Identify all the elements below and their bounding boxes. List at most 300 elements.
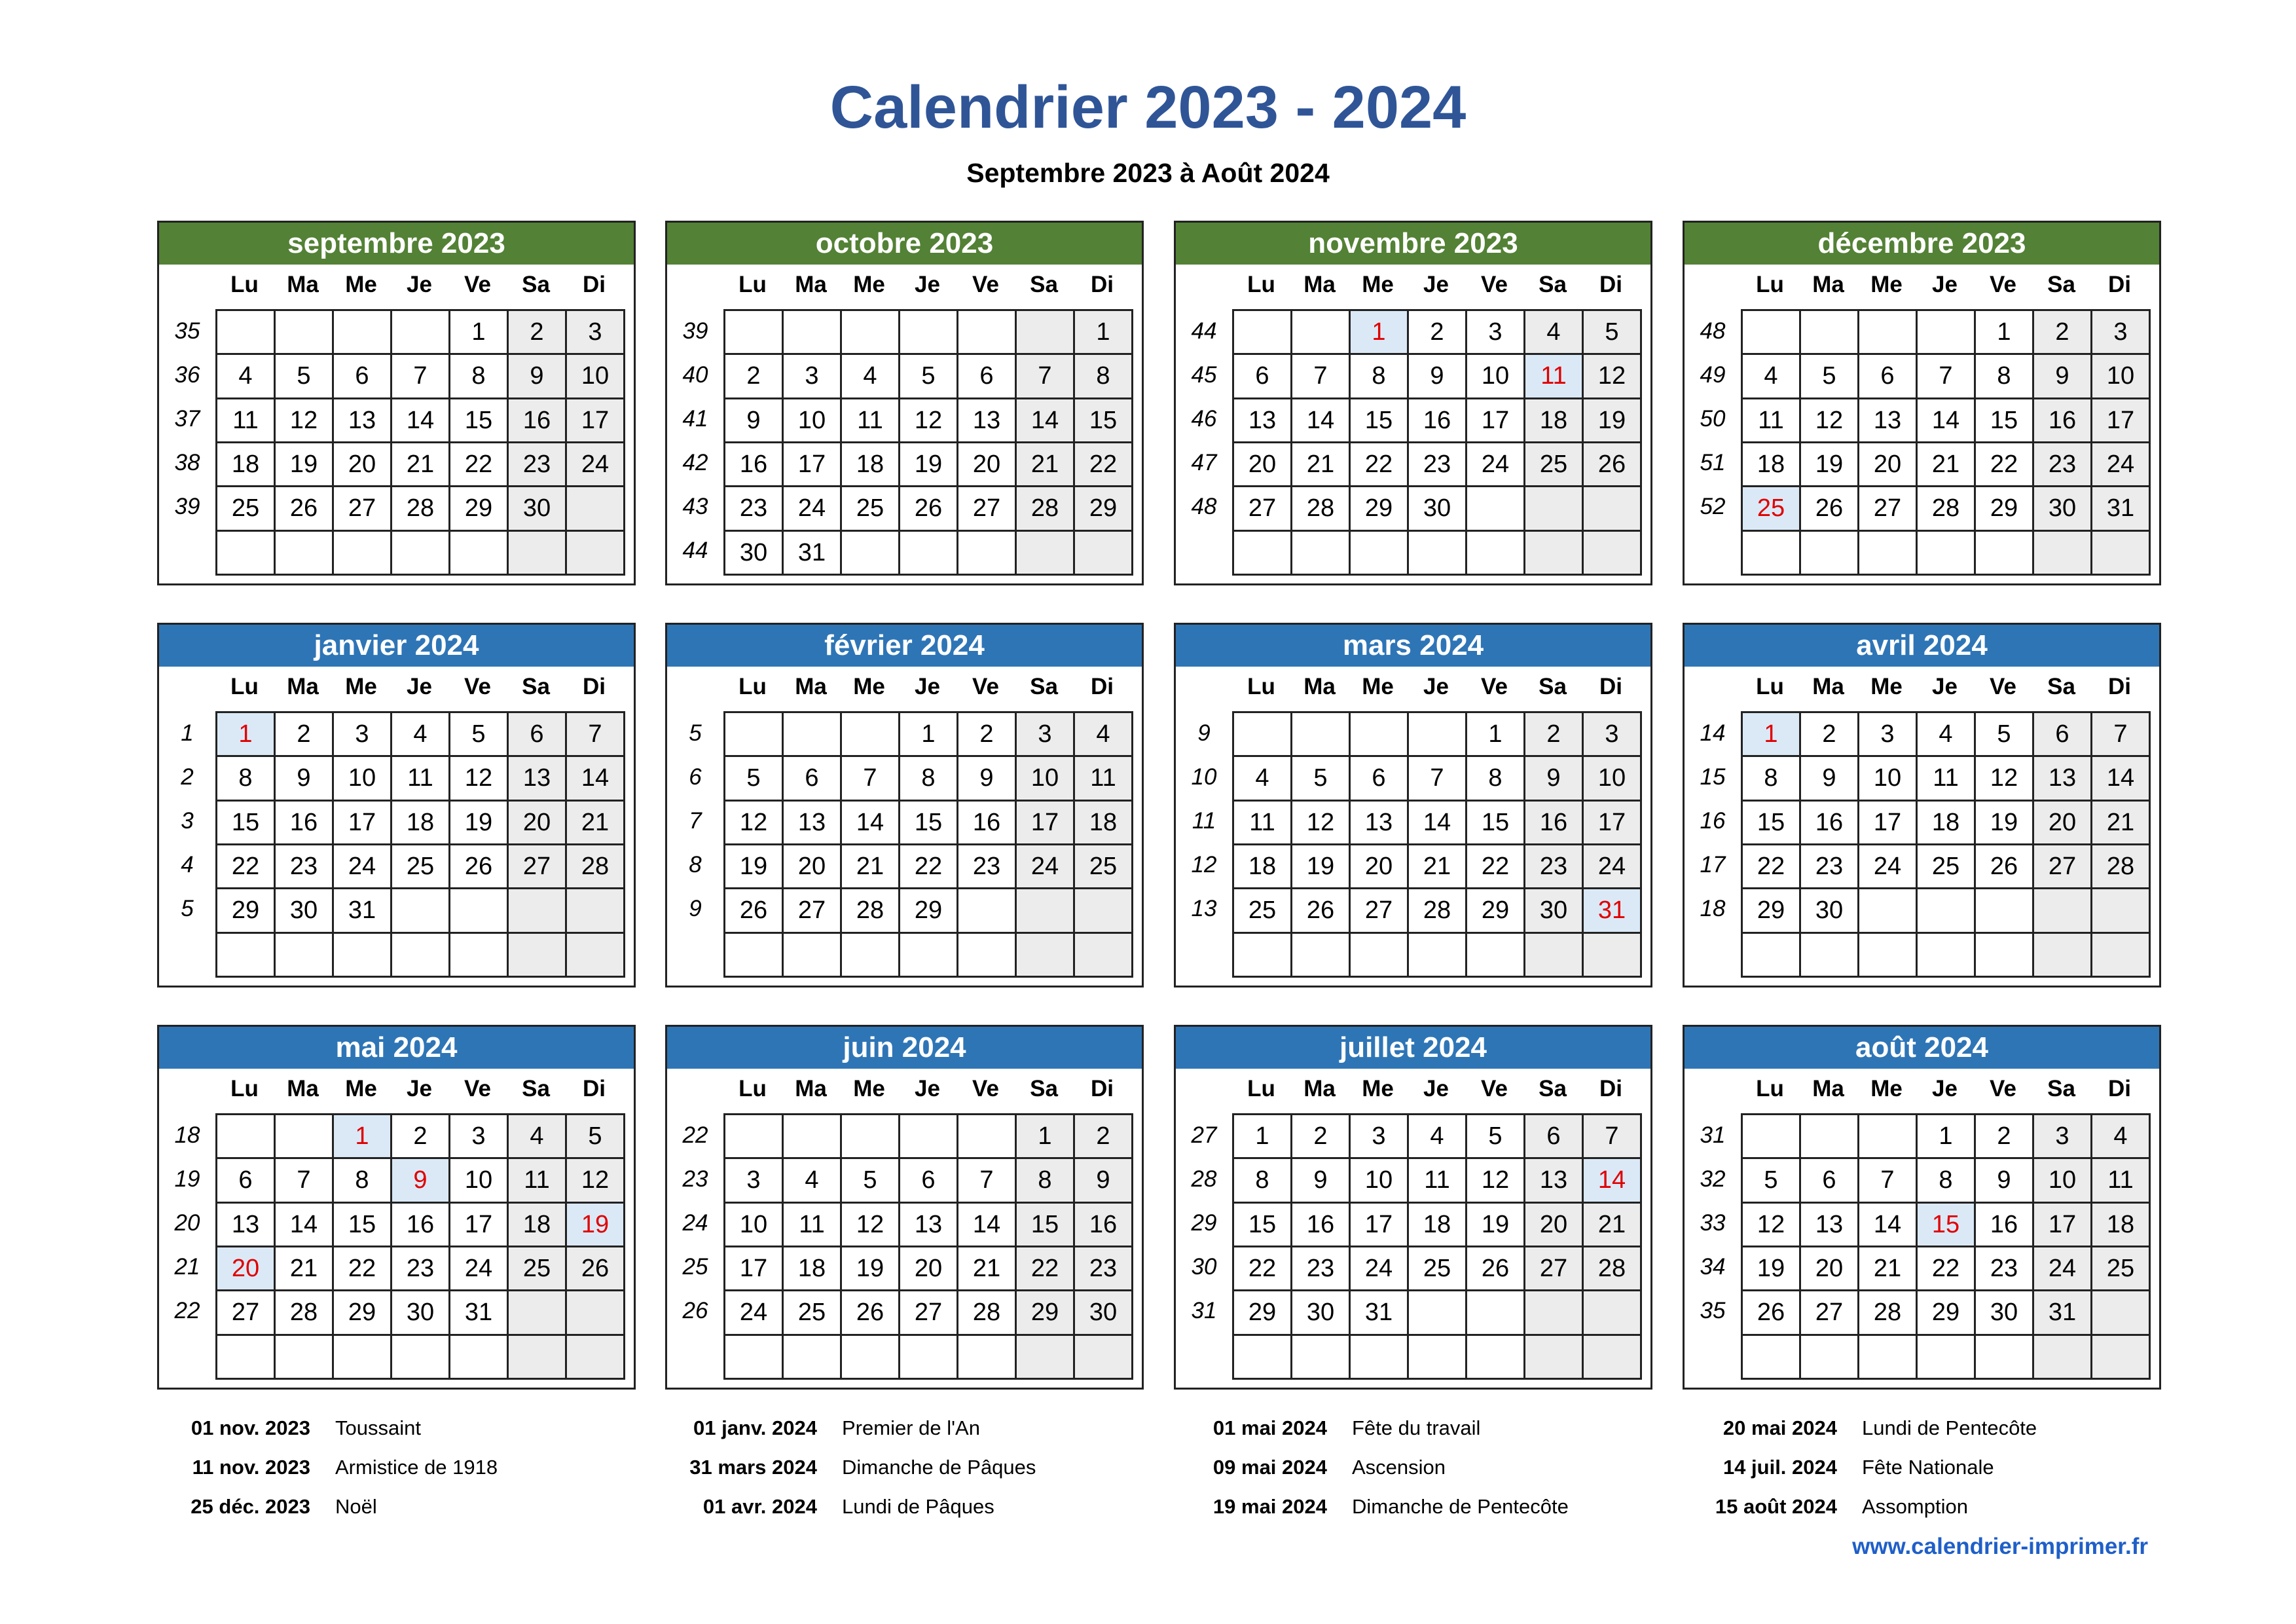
day-cell: 3: [333, 712, 392, 756]
day-cell: 4: [783, 1158, 841, 1202]
day-cell: 10: [566, 354, 625, 398]
day-header: Lu: [1756, 1076, 1784, 1101]
day-cell: 6: [508, 712, 566, 756]
week-number: 42: [682, 450, 708, 475]
day-cell: 18: [508, 1202, 566, 1246]
day-cell: 13: [1233, 398, 1292, 442]
day-cell: 2: [2033, 310, 2092, 354]
holiday-cell: 1: [1350, 310, 1408, 354]
day-header: Ve: [464, 1076, 491, 1101]
empty-cell: [1859, 1335, 1917, 1378]
empty-cell: [1016, 1335, 1074, 1378]
week-number: [1685, 931, 1741, 974]
week-number: 43: [682, 494, 708, 519]
week-number: 14: [1700, 720, 1726, 746]
empty-cell: [1292, 310, 1350, 354]
day-cell: 7: [392, 354, 450, 398]
empty-cell: [1016, 932, 1074, 976]
day-cell: 18: [392, 800, 450, 844]
day-header: Me: [345, 1076, 377, 1101]
day-header: Ma: [795, 1076, 827, 1101]
day-cell: 31: [333, 889, 392, 932]
empty-cell: [1525, 1291, 1583, 1335]
day-cell: 21: [275, 1246, 333, 1290]
day-cell: 26: [841, 1291, 900, 1335]
day-cell: 27: [1233, 487, 1292, 530]
day-cell: 20: [900, 1246, 958, 1290]
day-cell: 17: [2092, 398, 2150, 442]
empty-cell: [1525, 932, 1583, 976]
day-header: Lu: [230, 674, 259, 699]
week-number: 31: [1700, 1122, 1726, 1148]
day-cell: 30: [1292, 1291, 1350, 1335]
day-cell: 1: [900, 712, 958, 756]
day-cell: 27: [958, 487, 1016, 530]
day-cell: 6: [1350, 756, 1408, 800]
empty-cell: [217, 1115, 275, 1158]
month-calendar: [157, 623, 636, 987]
week-number: [1685, 1333, 1741, 1376]
empty-cell: [508, 1335, 566, 1378]
holiday-name: Lundi de Pâques: [842, 1495, 994, 1518]
month-calendar: [1174, 1025, 1652, 1390]
day-cell: 12: [725, 800, 783, 844]
day-header: Ve: [972, 674, 999, 699]
day-cell: 12: [900, 398, 958, 442]
day-cell: 28: [1583, 1246, 1641, 1290]
week-number: 15: [1700, 764, 1726, 790]
month-title: février 2024: [667, 625, 1142, 667]
day-cell: 19: [450, 800, 508, 844]
month-calendar: [665, 1025, 1144, 1390]
day-header: Je: [915, 272, 940, 297]
day-cell: 29: [1742, 889, 1800, 932]
week-number: 27: [1191, 1122, 1217, 1148]
holiday-date: 25 déc. 2023: [191, 1495, 310, 1518]
day-cell: 25: [392, 844, 450, 888]
day-cell: 17: [1467, 398, 1525, 442]
day-header: Ve: [1990, 272, 2016, 297]
empty-cell: [392, 889, 450, 932]
day-header: Ma: [1303, 1076, 1336, 1101]
day-header: Sa: [2047, 1076, 2075, 1101]
day-header: Je: [915, 674, 940, 699]
week-number: 35: [174, 318, 200, 344]
holiday-column: [160, 1409, 498, 1526]
day-cell: 21: [2092, 800, 2150, 844]
day-header: Di: [2108, 1076, 2131, 1101]
month-title: septembre 2023: [159, 223, 634, 265]
day-cell: 16: [1975, 1202, 2033, 1246]
holiday-cell: 9: [392, 1158, 450, 1202]
day-cell: 8: [1074, 354, 1133, 398]
day-cell: 4: [392, 712, 450, 756]
empty-cell: [333, 1335, 392, 1378]
empty-cell: [1742, 530, 1800, 574]
week-number: 49: [1700, 362, 1726, 388]
empty-cell: [392, 932, 450, 976]
week-number: 52: [1700, 494, 1726, 519]
month-title: janvier 2024: [159, 625, 634, 667]
empty-cell: [783, 932, 841, 976]
day-cell: 21: [1583, 1202, 1641, 1246]
week-number: 48: [1191, 494, 1217, 519]
day-header: Sa: [1030, 1076, 1058, 1101]
week-number: 31: [1191, 1298, 1217, 1323]
empty-cell: [508, 889, 566, 932]
day-grid: [1232, 1113, 1642, 1380]
day-header: Sa: [1539, 674, 1567, 699]
day-header: Ma: [287, 272, 319, 297]
day-cell: 3: [1467, 310, 1525, 354]
empty-cell: [1016, 530, 1074, 574]
day-cell: 3: [566, 310, 625, 354]
day-cell: 30: [1800, 889, 1859, 932]
empty-cell: [1800, 310, 1859, 354]
day-grid: [1741, 1113, 2151, 1380]
day-cell: 13: [333, 398, 392, 442]
holiday-item: [160, 1448, 498, 1487]
day-cell: 17: [783, 442, 841, 486]
day-header: Me: [345, 272, 377, 297]
empty-cell: [1408, 712, 1467, 756]
week-number: [1685, 528, 1741, 572]
day-cell: 27: [508, 844, 566, 888]
day-cell: 12: [1292, 800, 1350, 844]
day-header: Lu: [738, 674, 767, 699]
day-cell: 12: [275, 398, 333, 442]
holiday-cell: 1: [333, 1115, 392, 1158]
holiday-item: [1176, 1409, 1481, 1448]
holiday-column: [1176, 1409, 1569, 1526]
day-cell: 13: [1525, 1158, 1583, 1202]
empty-cell: [566, 1291, 625, 1335]
empty-cell: [1583, 530, 1641, 574]
day-cell: 24: [1016, 844, 1074, 888]
day-cell: 6: [1525, 1115, 1583, 1158]
empty-cell: [1233, 310, 1292, 354]
day-header: Lu: [738, 272, 767, 297]
day-cell: 3: [1859, 712, 1917, 756]
week-number: 13: [1191, 896, 1217, 921]
day-cell: 13: [1859, 398, 1917, 442]
holiday-name: Premier de l'An: [842, 1416, 980, 1439]
day-cell: 21: [1859, 1246, 1917, 1290]
day-cell: 12: [566, 1158, 625, 1202]
day-header: Lu: [1247, 1076, 1275, 1101]
day-cell: 29: [1917, 1291, 1975, 1335]
empty-cell: [1975, 530, 2033, 574]
day-cell: 7: [1292, 354, 1350, 398]
day-cell: 13: [958, 398, 1016, 442]
empty-cell: [1975, 889, 2033, 932]
day-cell: 13: [783, 800, 841, 844]
day-cell: 8: [1016, 1158, 1074, 1202]
day-cell: 9: [1408, 354, 1467, 398]
empty-cell: [1467, 1335, 1525, 1378]
week-number: 9: [1197, 720, 1211, 746]
day-cell: 6: [1800, 1158, 1859, 1202]
day-cell: 30: [1975, 1291, 2033, 1335]
empty-cell: [1350, 530, 1408, 574]
day-cell: 23: [2033, 442, 2092, 486]
day-header: Me: [345, 674, 377, 699]
week-number: 3: [181, 808, 194, 834]
empty-cell: [958, 1115, 1016, 1158]
day-cell: 7: [1917, 354, 1975, 398]
day-header: Me: [1870, 1076, 1903, 1101]
week-number: 10: [1191, 764, 1217, 790]
day-cell: 2: [1292, 1115, 1350, 1158]
day-cell: 14: [958, 1202, 1016, 1246]
empty-cell: [1583, 1335, 1641, 1378]
holiday-date: 20 mai 2024: [1722, 1416, 1837, 1439]
empty-cell: [900, 530, 958, 574]
holiday-date: 01 janv. 2024: [693, 1416, 817, 1439]
day-cell: 24: [1467, 442, 1525, 486]
day-cell: 25: [841, 487, 900, 530]
day-header: Ma: [1812, 272, 1844, 297]
day-cell: 19: [1583, 398, 1641, 442]
day-cell: 8: [1467, 756, 1525, 800]
day-cell: 4: [1742, 354, 1800, 398]
day-cell: 28: [1292, 487, 1350, 530]
month-title: novembre 2023: [1176, 223, 1650, 265]
day-cell: 1: [1975, 310, 2033, 354]
day-cell: 4: [1408, 1115, 1467, 1158]
day-header: Je: [1423, 1076, 1449, 1101]
day-cell: 26: [900, 487, 958, 530]
week-number: 18: [174, 1122, 200, 1148]
empty-cell: [1292, 712, 1350, 756]
day-cell: 3: [1350, 1115, 1408, 1158]
holiday-name: Dimanche de Pâques: [842, 1456, 1036, 1479]
empty-cell: [566, 889, 625, 932]
empty-cell: [900, 932, 958, 976]
empty-cell: [841, 530, 900, 574]
day-header: Ma: [1303, 272, 1336, 297]
day-cell: 14: [1016, 398, 1074, 442]
day-cell: 25: [508, 1246, 566, 1290]
day-cell: 2: [275, 712, 333, 756]
day-header: Di: [1599, 1076, 1622, 1101]
week-number: 29: [1191, 1210, 1217, 1236]
day-cell: 3: [2092, 310, 2150, 354]
week-number: 39: [174, 494, 200, 519]
day-cell: 29: [333, 1291, 392, 1335]
website-link[interactable]: www.calendrier-imprimer.fr: [1852, 1534, 2148, 1559]
day-cell: 5: [1800, 354, 1859, 398]
day-header: Me: [1870, 272, 1903, 297]
day-cell: 13: [1350, 800, 1408, 844]
holiday-cell: 1: [217, 712, 275, 756]
day-cell: 9: [2033, 354, 2092, 398]
day-cell: 9: [1975, 1158, 2033, 1202]
week-number: 37: [174, 406, 200, 432]
day-cell: 30: [392, 1291, 450, 1335]
week-number: 51: [1700, 450, 1726, 475]
day-cell: 1: [450, 310, 508, 354]
day-cell: 29: [1350, 487, 1408, 530]
day-cell: 26: [1800, 487, 1859, 530]
empty-cell: [900, 1335, 958, 1378]
day-cell: 22: [217, 844, 275, 888]
day-cell: 15: [1074, 398, 1133, 442]
day-cell: 21: [1016, 442, 1074, 486]
day-cell: 12: [1583, 354, 1641, 398]
holiday-cell: 11: [1525, 354, 1583, 398]
day-header: Je: [1932, 272, 1958, 297]
day-cell: 2: [958, 712, 1016, 756]
day-cell: 13: [217, 1202, 275, 1246]
day-cell: 4: [1074, 712, 1133, 756]
day-header: Ma: [1812, 674, 1844, 699]
week-number: 11: [1192, 808, 1216, 834]
holiday-date: 01 avr. 2024: [702, 1495, 817, 1518]
day-cell: 29: [900, 889, 958, 932]
day-cell: 30: [725, 530, 783, 574]
empty-cell: [1408, 932, 1467, 976]
day-cell: 18: [841, 442, 900, 486]
day-cell: 28: [958, 1291, 1016, 1335]
day-header: Sa: [1030, 272, 1058, 297]
day-cell: 28: [566, 844, 625, 888]
empty-cell: [1800, 1335, 1859, 1378]
day-header: Me: [1362, 272, 1394, 297]
day-cell: 7: [841, 756, 900, 800]
day-cell: 22: [1742, 844, 1800, 888]
holiday-cell: 15: [1917, 1202, 1975, 1246]
day-cell: 18: [1742, 442, 1800, 486]
day-cell: 6: [2033, 712, 2092, 756]
day-cell: 17: [1350, 1202, 1408, 1246]
week-number: 32: [1700, 1166, 1726, 1192]
week-number: 5: [689, 720, 702, 746]
week-number: 12: [1191, 852, 1217, 877]
day-header: Di: [1091, 272, 1114, 297]
day-grid: [1741, 711, 2151, 978]
day-cell: 22: [1975, 442, 2033, 486]
week-number: 21: [174, 1254, 200, 1280]
day-cell: 9: [958, 756, 1016, 800]
day-cell: 16: [1408, 398, 1467, 442]
empty-cell: [1467, 932, 1525, 976]
day-cell: 17: [2033, 1202, 2092, 1246]
day-header: Sa: [2047, 272, 2075, 297]
day-cell: 30: [1525, 889, 1583, 932]
day-cell: 18: [1917, 800, 1975, 844]
day-cell: 11: [1917, 756, 1975, 800]
day-cell: 4: [1525, 310, 1583, 354]
day-header: Di: [583, 1076, 606, 1101]
day-header: Ma: [1812, 1076, 1844, 1101]
day-header: Je: [1423, 272, 1449, 297]
week-number: 16: [1700, 808, 1726, 834]
day-cell: 1: [1074, 310, 1133, 354]
month-title: décembre 2023: [1685, 223, 2159, 265]
day-cell: 22: [450, 442, 508, 486]
day-cell: 27: [783, 889, 841, 932]
holiday-date: 19 mai 2024: [1212, 1495, 1327, 1518]
empty-cell: [1292, 1335, 1350, 1378]
day-cell: 19: [725, 844, 783, 888]
empty-cell: [566, 932, 625, 976]
day-cell: 17: [333, 800, 392, 844]
day-header: Ve: [972, 272, 999, 297]
day-cell: 13: [508, 756, 566, 800]
empty-cell: [1975, 932, 2033, 976]
day-cell: 11: [2092, 1158, 2150, 1202]
day-cell: 24: [450, 1246, 508, 1290]
day-header: Ve: [1481, 674, 1508, 699]
empty-cell: [783, 712, 841, 756]
day-header: Ma: [287, 674, 319, 699]
holiday-name: Armistice de 1918: [335, 1456, 498, 1479]
holiday-date: 14 juil. 2024: [1722, 1456, 1837, 1479]
holiday-date: 01 nov. 2023: [191, 1416, 310, 1439]
day-cell: 12: [841, 1202, 900, 1246]
empty-cell: [217, 530, 275, 574]
month-calendar: [665, 623, 1144, 987]
day-cell: 23: [1074, 1246, 1133, 1290]
empty-cell: [1016, 889, 1074, 932]
empty-cell: [566, 487, 625, 530]
day-cell: 25: [1233, 889, 1292, 932]
empty-cell: [2033, 932, 2092, 976]
week-number: [159, 528, 215, 572]
empty-cell: [1074, 889, 1133, 932]
day-cell: 11: [841, 398, 900, 442]
day-cell: 6: [217, 1158, 275, 1202]
week-number: 7: [689, 808, 702, 834]
empty-cell: [958, 889, 1016, 932]
holiday-cell: 19: [566, 1202, 625, 1246]
empty-cell: [2092, 530, 2150, 574]
empty-cell: [958, 530, 1016, 574]
day-cell: 28: [1859, 1291, 1917, 1335]
month-title: juin 2024: [667, 1027, 1142, 1069]
day-header: Lu: [230, 1076, 259, 1101]
holiday-item: [666, 1409, 980, 1448]
week-number: 28: [1191, 1166, 1217, 1192]
day-cell: 19: [900, 442, 958, 486]
day-grid: [1741, 309, 2151, 576]
holiday-date: 01 mai 2024: [1212, 1416, 1327, 1439]
day-cell: 7: [958, 1158, 1016, 1202]
week-number: 22: [682, 1122, 708, 1148]
empty-cell: [2092, 1335, 2150, 1378]
empty-cell: [1408, 1291, 1467, 1335]
day-cell: 16: [275, 800, 333, 844]
day-cell: 13: [900, 1202, 958, 1246]
month-title: août 2024: [1685, 1027, 2159, 1069]
empty-cell: [1742, 1335, 1800, 1378]
week-number: [1176, 528, 1232, 572]
day-header: Di: [583, 272, 606, 297]
empty-cell: [1525, 530, 1583, 574]
empty-cell: [1350, 1335, 1408, 1378]
empty-cell: [392, 310, 450, 354]
empty-cell: [392, 530, 450, 574]
day-cell: 18: [783, 1246, 841, 1290]
day-cell: 14: [2092, 756, 2150, 800]
day-cell: 20: [1233, 442, 1292, 486]
day-cell: 30: [275, 889, 333, 932]
day-cell: 31: [783, 530, 841, 574]
day-header: Je: [407, 272, 432, 297]
day-cell: 22: [900, 844, 958, 888]
day-cell: 26: [450, 844, 508, 888]
